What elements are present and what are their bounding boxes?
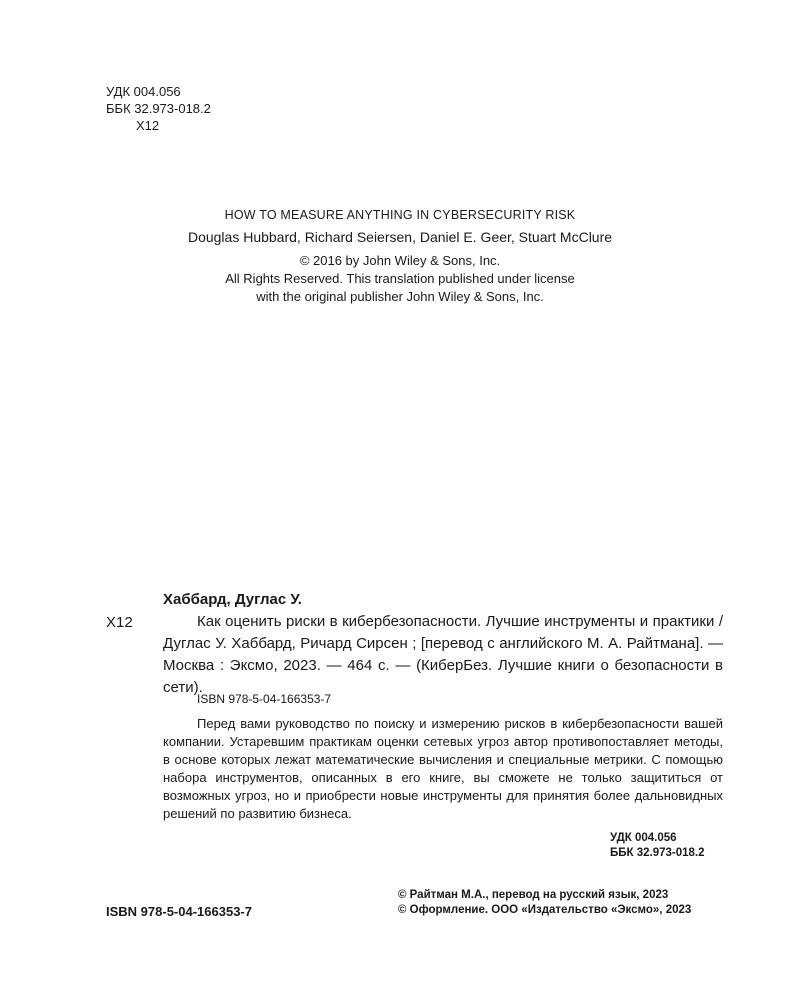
original-title: HOW TO MEASURE ANYTHING IN CYBERSECURITY RISK bbox=[224, 208, 576, 222]
copyright-translation: © Райтман М.А., перевод на русский язык, 2023 bbox=[398, 889, 669, 901]
record-classification-codes bbox=[610, 831, 705, 861]
original-rights bbox=[0, 252, 800, 306]
footer-isbn: ISBN 978-5-04-166353-7 bbox=[106, 904, 252, 919]
record-description: Как оценить риски в кибербезопасности. Лучшие инструменты и практики / Дуглас У. Хаббард, Ричард Сирсен ; [перевод с английского М. А. Райтмана]. — Москва : Эксмо, 2023. — 464 с. — (КиберБез. Лучшие книги о безопасности в сети). bbox=[163, 613, 723, 696]
bbk-code: ББК 32.973-018.2 bbox=[106, 101, 211, 116]
original-copyright: © 2016 by John Wiley & Sons, Inc. bbox=[299, 253, 501, 268]
footer-copyrights bbox=[398, 888, 691, 918]
original-authors: Douglas Hubbard, Richard Seiersen, Daniel E. Geer, Stuart McClure bbox=[187, 229, 613, 245]
classification-block bbox=[106, 83, 211, 134]
record-author-heading: Хаббард, Дуглас У. bbox=[163, 591, 302, 608]
original-edition-block bbox=[0, 206, 800, 306]
author-sign-code: Х12 bbox=[136, 118, 160, 133]
udk-code: УДК 004.056 bbox=[106, 84, 181, 99]
record-annotation: Перед вами руководство по поиску и измерению рисков в кибербезопасности вашей компании. Устаревшим практикам оценки сетевых угроз автор противопоставляет методы, в основе которых лежат математические вычисления и специальные метрики. С помощью набора инструментов, описанных в его книге, вы сможете не только защититься от возможных угроз, но и приобрести новые инструменты для принятия более дальновидных решений по развитию бизнеса. bbox=[163, 716, 723, 821]
record-bbk: ББК 32.973-018.2 bbox=[610, 847, 705, 859]
rights-line-2: with the original publisher John Wiley & Sons, Inc. bbox=[256, 289, 544, 304]
rights-line-1: All Rights Reserved. This translation published under license bbox=[225, 271, 575, 286]
copyright-design: © Оформление. ООО «Издательство «Эксмо», 2023 bbox=[398, 904, 692, 916]
record-isbn: ISBN 978-5-04-166353-7 bbox=[197, 692, 332, 706]
record-udk: УДК 004.056 bbox=[610, 832, 677, 844]
record-author-sign-code: Х12 bbox=[106, 614, 133, 631]
